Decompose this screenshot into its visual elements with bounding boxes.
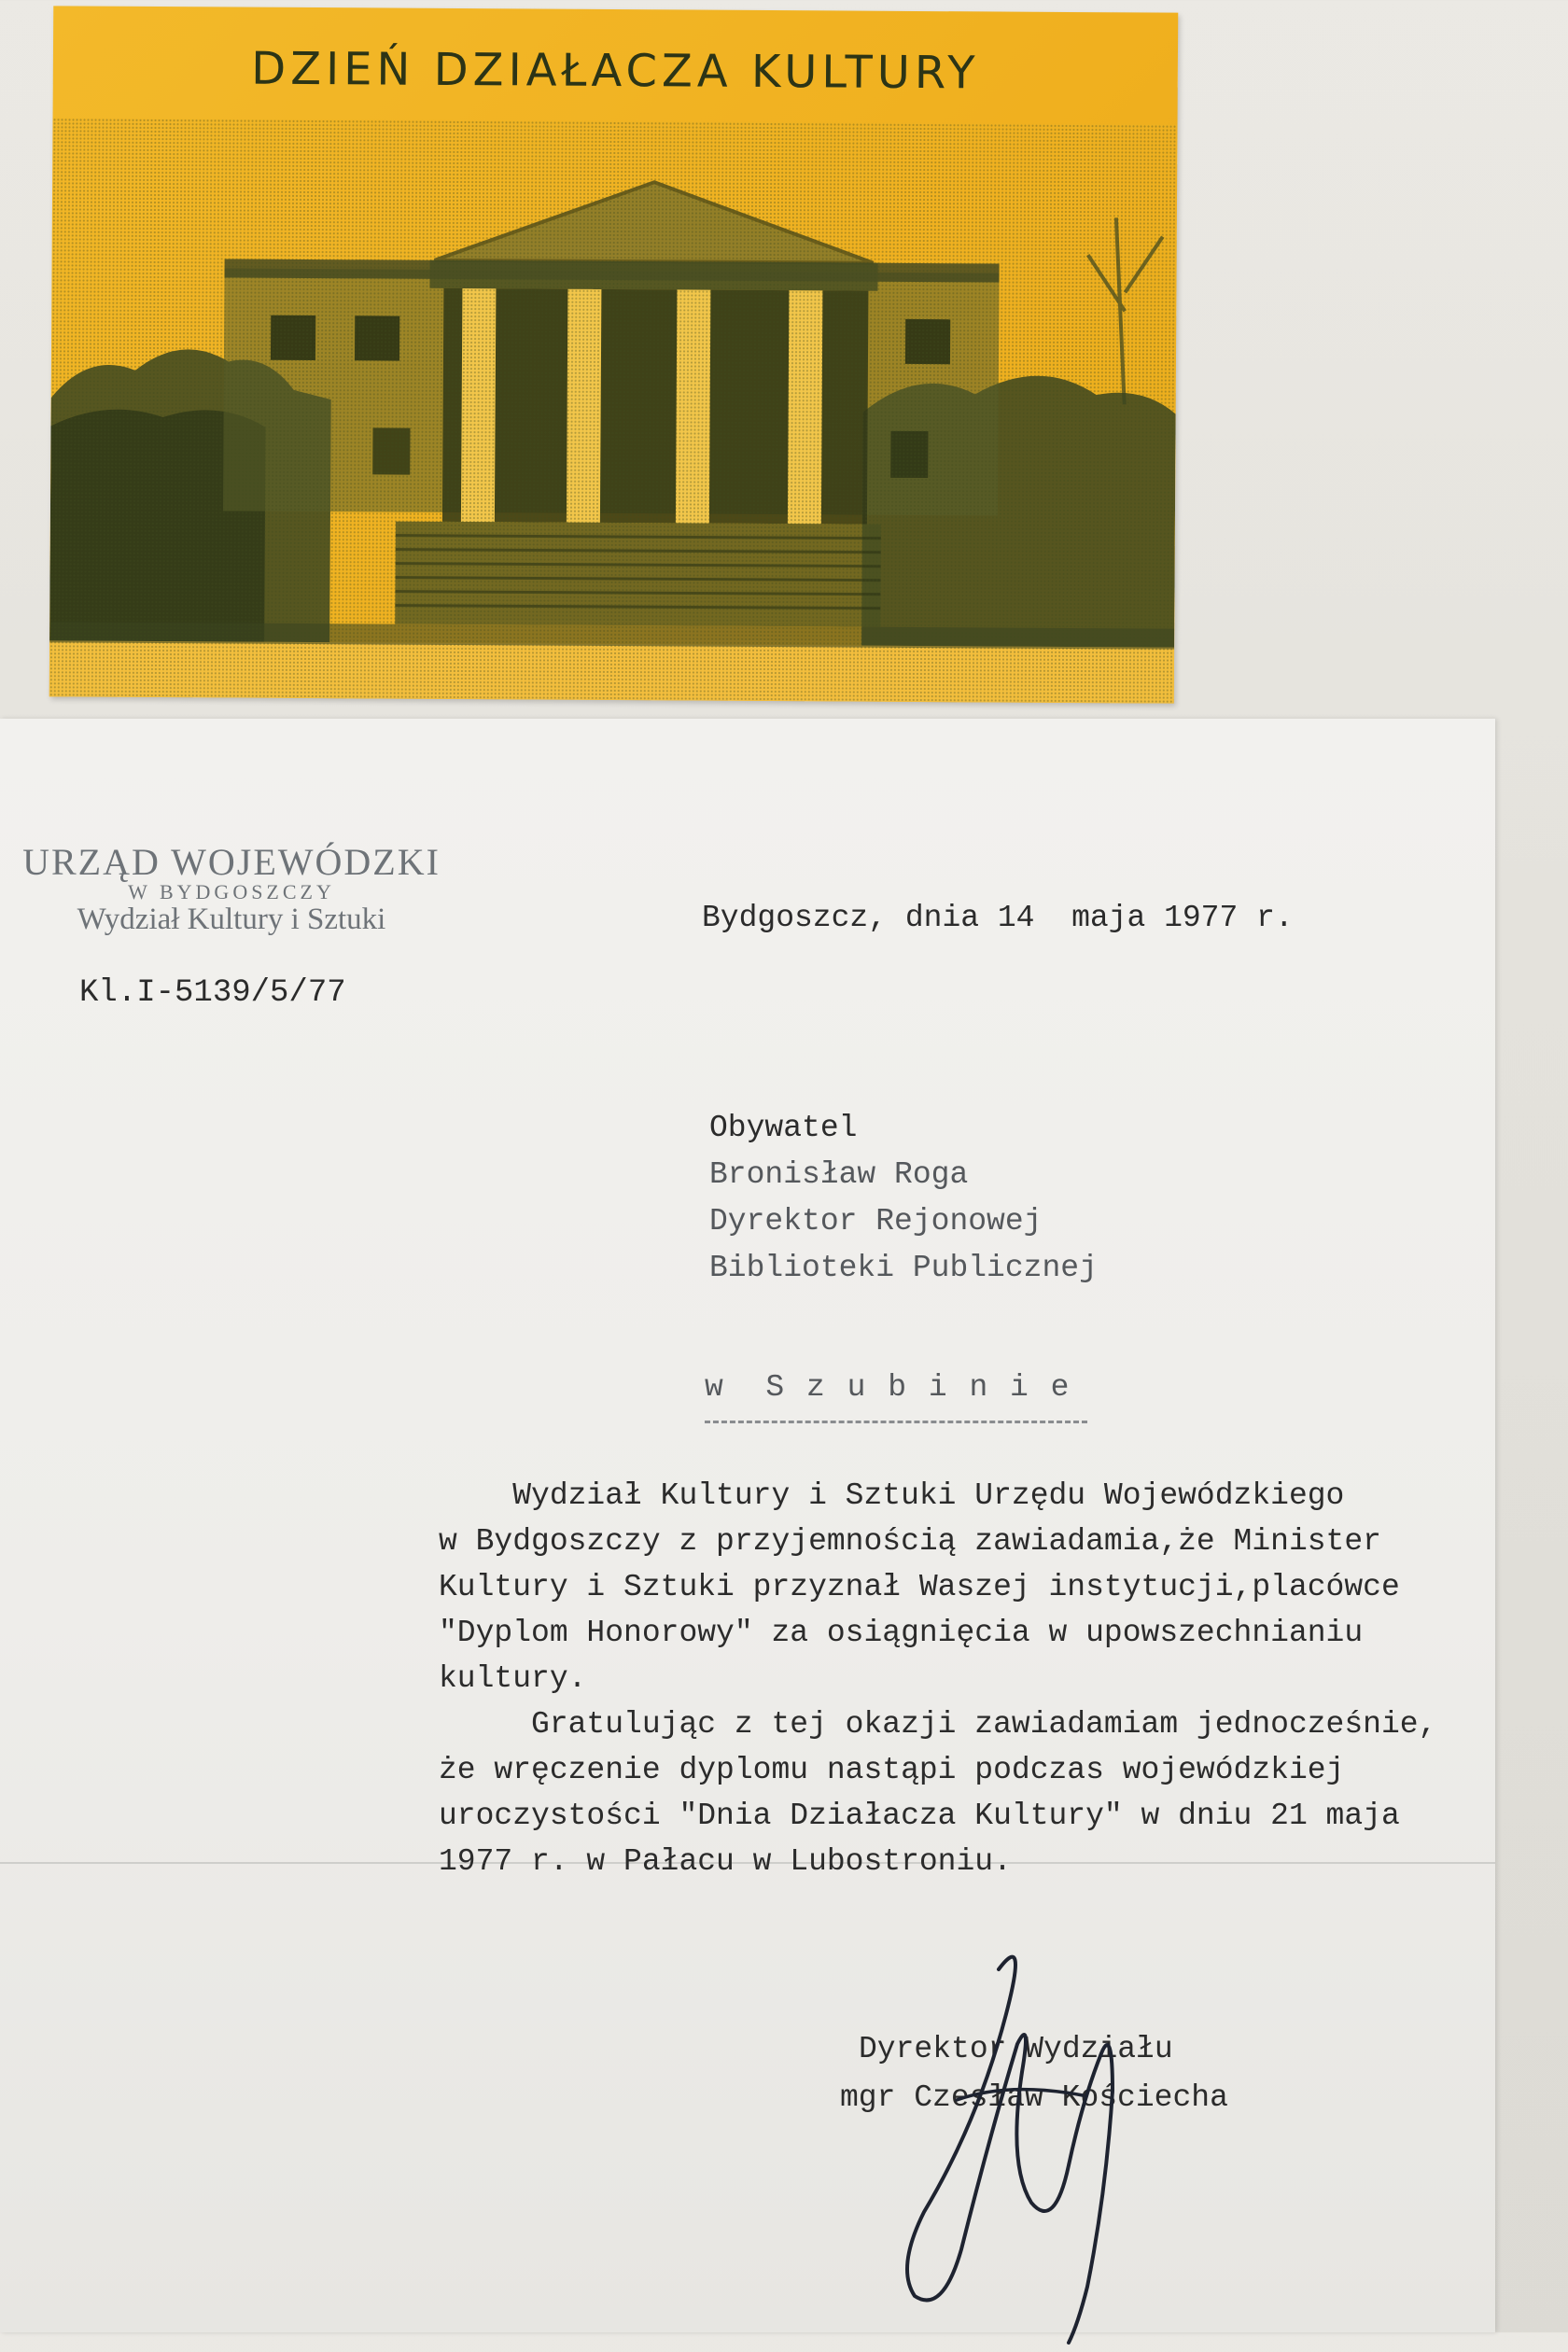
recipient-place: w S z u b i n i e (705, 1370, 1071, 1405)
stamp-line-1: URZĄD WOJEWÓDZKI (22, 841, 441, 883)
letter-date: Bydgoszcz, dnia 14 maja 1977 r. (702, 901, 1294, 935)
recipient-salutation: Obywatel (709, 1111, 858, 1145)
invitation-card (49, 6, 1178, 703)
stamp-line-2: W BYDGOSZCZY (128, 880, 335, 903)
card-title: DZIEŃ DZIAŁACZA KULTURY (251, 42, 980, 100)
recipient-name: Bronisław Roga (709, 1157, 969, 1192)
palace-photo (49, 118, 1178, 703)
signatory-title: Dyrektor Wydziału (859, 2032, 1173, 2066)
body-line: "Dyplom Honorowy" za osiągnięcia w upowszechnianiu (439, 1616, 1364, 1650)
body-line: uroczystości "Dnia Działacza Kultury" w dniu 21 maja (439, 1799, 1400, 1833)
body-line: kultury. (439, 1661, 587, 1696)
body-line: w Bydgoszczy z przyjemnością zawiadamia,że Minister (439, 1524, 1381, 1559)
body-line: Kultury i Sztuki przyznał Waszej instytucji,placówce (439, 1570, 1400, 1604)
letter-body (439, 1473, 1493, 1884)
official-letter (0, 719, 1495, 2332)
stamp-line-3: Wydział Kultury i Sztuki (77, 903, 386, 936)
body-line: 1977 r. w Pałacu w Lubostroniu. (439, 1844, 1012, 1879)
body-line: Gratulując z tej okazji zawiadamiam jednocześnie, (439, 1707, 1437, 1742)
recipient-block (709, 1111, 1098, 1297)
body-line: że wręczenie dyplomu nastąpi podczas wojewódzkiej (439, 1753, 1345, 1787)
recipient-role-1: Dyrektor Rejonowej (709, 1204, 1043, 1239)
body-line: Wydział Kultury i Sztuki Urzędu Wojewódzkiego (439, 1478, 1345, 1513)
office-stamp (17, 840, 446, 937)
reference-number: Kl.I-5139/5/77 (79, 975, 346, 1011)
signatory-name: mgr Czesław Kościecha (840, 2080, 1228, 2115)
place-underline (705, 1421, 1087, 1423)
handwritten-signature (868, 1932, 1167, 2352)
recipient-role-2: Biblioteki Publicznej (709, 1251, 1098, 1285)
